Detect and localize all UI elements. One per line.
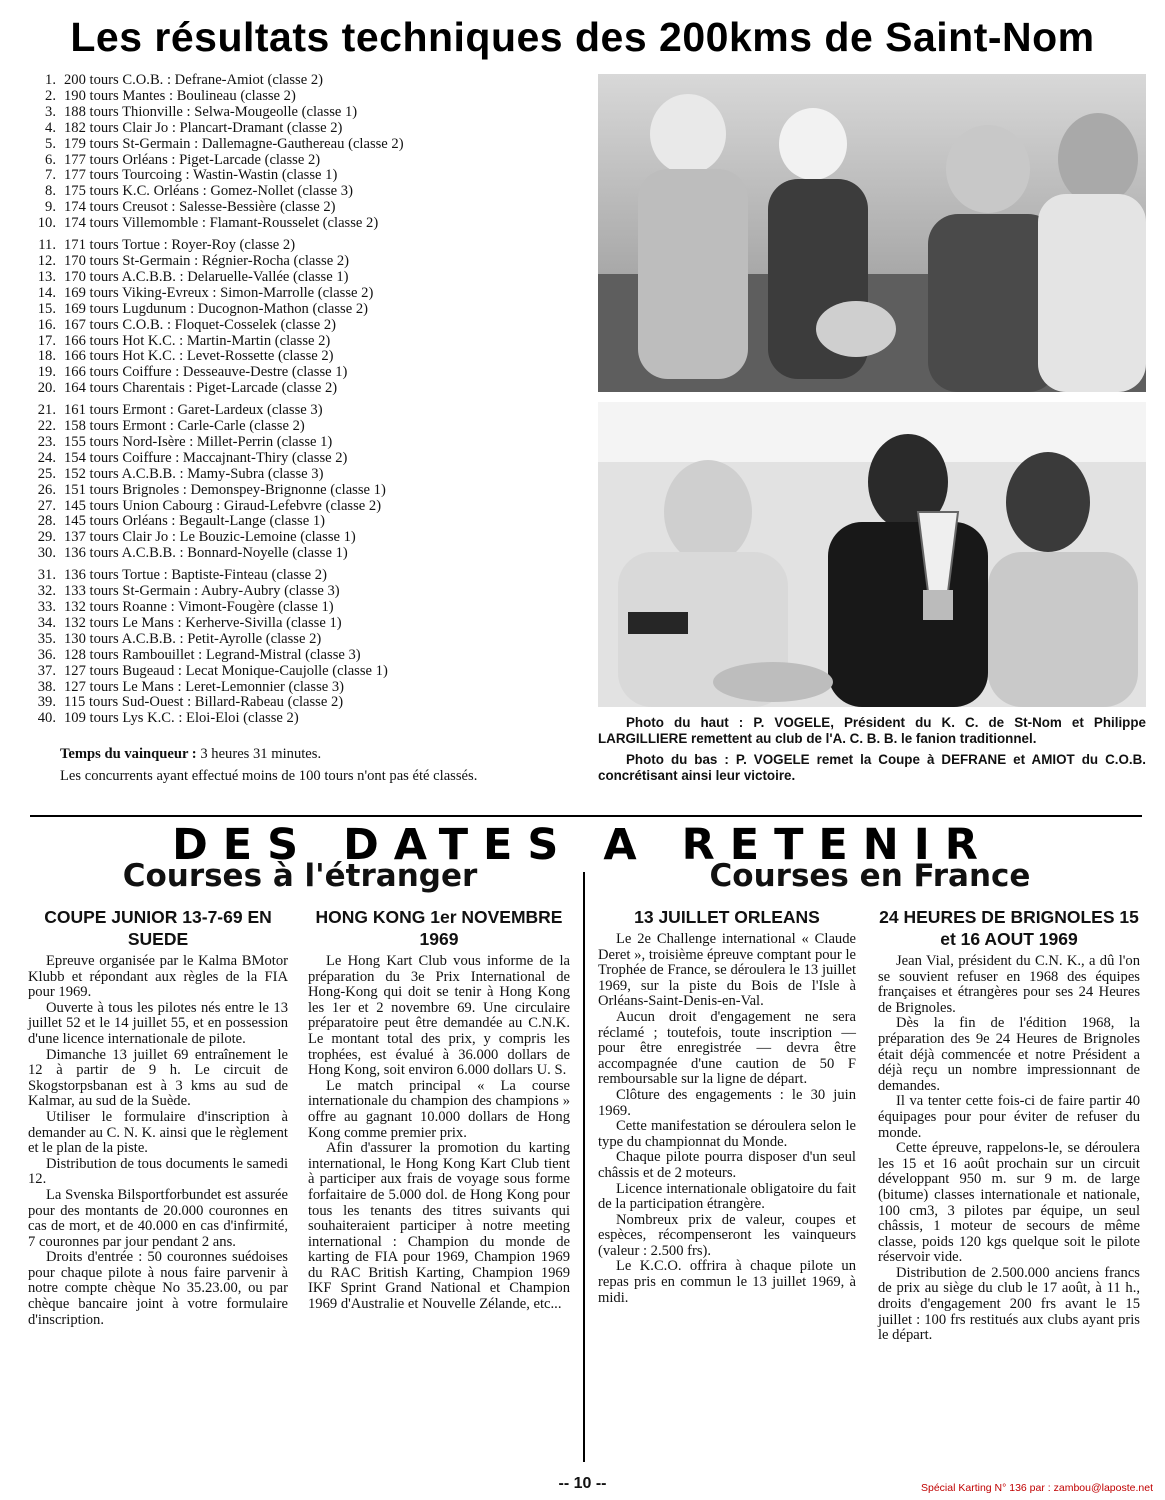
result-rank: 5. xyxy=(45,135,56,152)
result-rank: 2. xyxy=(45,87,56,104)
result-row xyxy=(30,168,590,184)
unclassified-note: Les concurrents ayant effectué moins de 100 tours n'ont pas été classés. xyxy=(60,768,478,784)
result-row xyxy=(30,514,590,530)
result-rank: 26. xyxy=(37,481,56,498)
result-text: 200 tours C.O.B. : Defrane-Amiot (classe 2) xyxy=(64,72,323,88)
result-row xyxy=(30,381,590,397)
result-text: 130 tours A.C.B.B. : Petit-Ayrolle (classe 2) xyxy=(64,630,322,647)
result-rank: 12. xyxy=(37,252,56,269)
result-text: 133 tours St-Germain : Aubry-Aubry (classe 3) xyxy=(64,583,340,600)
result-row xyxy=(30,105,590,121)
page-title: Les résultats techniques des 200kms de Saint-Nom xyxy=(70,14,1095,60)
result-text: 128 tours Rambouillet : Legrand-Mistral (classe 3) xyxy=(64,646,361,663)
result-text: 161 tours Ermont : Garet-Lardeux (classe 3) xyxy=(64,402,323,419)
result-row xyxy=(30,365,590,381)
result-row xyxy=(30,530,590,546)
result-text: 171 tours Tortue : Royer-Roy (classe 2) xyxy=(64,237,296,254)
result-rank: 9. xyxy=(45,199,56,216)
article-heading: COUPE JUNIOR 13-7-69 EN SUEDE xyxy=(44,907,272,949)
result-text: 179 tours St-Germain : Dallemagne-Gauthereau (classe 2) xyxy=(64,135,404,152)
article-heading: 13 JUILLET ORLEANS xyxy=(634,907,820,927)
article-paragraph: Chaque pilote pourra disposer d'un seul châssis et de 2 moteurs. xyxy=(598,1149,856,1181)
result-text: 158 tours Ermont : Carle-Carle (classe 2) xyxy=(64,418,305,435)
article-paragraph: Le 2e Challenge international « Claude Deret », troisième épreuve comptant pour le Trophée de France, se déroulera le 13 juillet 1969, sur la piste du Bois de l'Isle à Orléans-Saint-Denis-en-Val. xyxy=(598,931,856,1010)
result-text: 182 tours Clair Jo : Plancart-Dramant (classe 2) xyxy=(64,119,343,136)
result-row xyxy=(30,467,590,483)
caption-top-text: P. VOGELE, Président du K. C. de St-Nom et Philippe LARGILLIERE remettent au club de l'A. C. B. B. le fanion traditionnel. xyxy=(598,715,1146,746)
subhead-abroad: Courses à l'étranger xyxy=(122,858,478,894)
result-row xyxy=(30,200,590,216)
result-rank: 28. xyxy=(37,513,56,530)
result-rank: 30. xyxy=(37,545,56,562)
article-paragraph: Licence internationale obligatoire du fait de la participation étrangère. xyxy=(598,1180,856,1213)
result-rank: 13. xyxy=(37,268,56,285)
result-text: 190 tours Mantes : Boulineau (classe 2) xyxy=(64,87,296,104)
result-rank: 1. xyxy=(45,72,56,88)
result-row xyxy=(30,616,590,632)
result-text: 175 tours K.C. Orléans : Gomez-Nollet (classe 3) xyxy=(64,183,353,200)
article-paragraph: Afin d'assurer la promotion du karting international, le Hong Kong Kart Club tient à participer aux frais de voyage sous forme forfaitaire de 5.000 dol. de Hong Kong pour tous les tenants des titres suivants qui souhaiteraient participer à notre meeting international : Champion du monde de karting de FIA pour 1969, Champion 1969 du RAC British Karting, Champion 1969 IKF Sprint Grand National et Champion 1969 d'Australie et Nouvelle Zélande, etc... xyxy=(308,1140,570,1313)
result-row xyxy=(30,318,590,334)
column-divider xyxy=(583,872,585,1462)
article-brignoles xyxy=(878,906,1140,1344)
results-list xyxy=(30,73,590,727)
article-paragraph: Distribution de tous documents le samedi 12. xyxy=(28,1155,288,1188)
article-paragraph: Jean Vial, président du C.N. K., a dû l'on se souvient refuser en 1968 des équipes françaises et étrangères pour ses 24 Heures de Brignoles. xyxy=(878,953,1140,1016)
winner-time-label: Temps du vainqueur : xyxy=(60,746,197,762)
result-text: 154 tours Coiffure : Maccajnant-Thiry (classe 2) xyxy=(64,449,348,466)
result-row xyxy=(30,238,590,254)
article-hong-kong xyxy=(308,906,570,1313)
result-row xyxy=(30,711,590,727)
result-rank: 7. xyxy=(45,167,56,184)
result-text: 169 tours Viking-Evreux : Simon-Marrolle (classe 2) xyxy=(64,284,374,301)
article-paragraph: Aucun droit d'engagement ne sera réclamé ; toutefois, toute inscription — pour être enregistrée — devra être accompagnée d'une caution de 50 F remboursable sur la ligne de départ. xyxy=(598,1008,856,1088)
result-row xyxy=(30,302,590,318)
result-rank: 38. xyxy=(37,678,56,695)
result-row xyxy=(30,600,590,616)
photo-captions xyxy=(598,715,1146,789)
result-text: 109 tours Lys K.C. : Eloi-Eloi (classe 2) xyxy=(64,710,299,727)
article-paragraph: Le Hong Kart Club vous informe de la préparation du 3e Prix International de Hong-Kong qui doit se tenir à Hong Kong les 1er et 2 novembre 69. Une circulaire préparatoire peut être demandée au C.N.K. Le montant total des prix, y compris les trophées, est évalué à 36.000 dollars de Hong Kong, soit environ 6.000 dollars U. S. xyxy=(308,953,570,1079)
section-divider xyxy=(30,815,1142,817)
result-row xyxy=(30,648,590,664)
result-text: 155 tours Nord-Isère : Millet-Perrin (classe 1) xyxy=(64,433,333,450)
result-text: 145 tours Union Cabourg : Giraud-Lefebvre (classe 2) xyxy=(64,497,382,514)
result-text: 127 tours Bugeaud : Lecat Monique-Caujolle (classe 1) xyxy=(64,662,388,679)
subhead-france: Courses en France xyxy=(709,858,1031,894)
article-heading: HONG KONG 1er NOVEMBRE 1969 xyxy=(315,907,563,949)
result-rank: 17. xyxy=(37,332,56,349)
photo-top-image xyxy=(598,74,1146,392)
result-rank: 40. xyxy=(37,710,56,727)
result-rank: 37. xyxy=(37,662,56,679)
result-rank: 14. xyxy=(37,284,56,301)
result-row xyxy=(30,349,590,365)
result-text: 174 tours Creusot : Salesse-Bessière (classe 2) xyxy=(64,199,336,216)
result-row xyxy=(30,73,590,89)
result-text: 188 tours Thionville : Selwa-Mougeolle (classe 1) xyxy=(64,103,358,120)
result-row xyxy=(30,499,590,515)
result-row xyxy=(30,568,590,584)
article-paragraph: Clôture des engagements : le 30 juin 1969. xyxy=(598,1086,856,1119)
article-orleans xyxy=(598,906,856,1306)
result-row xyxy=(30,546,590,562)
result-text: 136 tours Tortue : Baptiste-Finteau (classe 2) xyxy=(64,567,327,584)
result-row xyxy=(30,664,590,680)
result-rank: 32. xyxy=(37,583,56,600)
result-rank: 35. xyxy=(37,630,56,647)
result-rank: 29. xyxy=(37,529,56,546)
article-heading: 24 HEURES DE BRIGNOLES 15 et 16 AOUT 1969 xyxy=(879,907,1139,949)
article-paragraph: Dès la fin de l'édition 1968, la préparation des 9e 24 Heures de Brignoles était déjà commencée et notre Président a déjà reçu un nombre impressionnant de demandes. xyxy=(878,1015,1140,1094)
result-text: 166 tours Coiffure : Desseauve-Destre (classe 1) xyxy=(64,364,348,381)
photo-bottom xyxy=(598,402,1146,707)
caption-bottom-prefix: Photo du bas : xyxy=(626,752,729,767)
result-row xyxy=(30,695,590,711)
result-rank: 22. xyxy=(37,418,56,435)
article-coupe-junior xyxy=(28,906,288,1328)
result-rank: 6. xyxy=(45,151,56,168)
photo-bottom-image xyxy=(598,402,1146,707)
article-paragraph: Cette épreuve, rappelons-le, se déroulera les 15 et 16 août prochain sur un circuit développant 950 m. sur 9 m. de large (bitume) classes internationale et nationale, 100 cm3, 3 pilotes par équipe, un seul châssis, 1 moteur de secours de même classe, poids 120 kgs quelque soit le pilote réservoir vide. xyxy=(878,1140,1140,1266)
result-text: 177 tours Tourcoing : Wastin-Wastin (classe 1) xyxy=(64,167,338,184)
result-rank: 10. xyxy=(37,215,56,232)
result-row xyxy=(30,137,590,153)
result-rank: 4. xyxy=(45,119,56,136)
result-rank: 31. xyxy=(37,567,56,584)
article-paragraph: Ouverte à tous les pilotes nés entre le 13 juillet 52 et le 14 juillet 55, et en possession d'une licence internationale de pilote. xyxy=(28,999,288,1047)
result-rank: 21. xyxy=(37,402,56,419)
caption-bottom-text: P. VOGELE remet la Coupe à DEFRANE et AMIOT du C.O.B. concrétisant ainsi leur victoire. xyxy=(598,752,1146,783)
result-text: 137 tours Clair Jo : Le Bouzic-Lemoine (classe 1) xyxy=(64,529,356,546)
result-text: 170 tours A.C.B.B. : Delaruelle-Vallée (classe 1) xyxy=(64,268,349,285)
result-row xyxy=(30,286,590,302)
result-rank: 20. xyxy=(37,380,56,397)
result-rank: 39. xyxy=(37,694,56,711)
result-text: 166 tours Hot K.C. : Levet-Rossette (classe 2) xyxy=(64,348,334,365)
result-rank: 15. xyxy=(37,300,56,317)
photo-top xyxy=(598,74,1146,392)
article-paragraph: La Svenska Bilsportforbundet est assurée pour des montants de 20.000 couronnes en cas de mort, et de 40.000 en cas d'infirmité, 7 couronnes par jour pendant 2 ans. xyxy=(28,1186,288,1250)
dates-banner: DES DATES A RETENIR xyxy=(172,820,993,870)
result-rank: 8. xyxy=(45,183,56,200)
result-row xyxy=(30,270,590,286)
article-paragraph: Droits d'entrée : 50 couronnes suédoises pour chaque pilote à nous faire parvenir à notre compte chèque No 35.23.00, ou par chèque bancaire joint à votre formulaire d'inscription. xyxy=(28,1249,288,1328)
result-row xyxy=(30,435,590,451)
result-row xyxy=(30,584,590,600)
result-rank: 3. xyxy=(45,103,56,120)
result-row xyxy=(30,184,590,200)
result-text: 152 tours A.C.B.B. : Mamy-Subra (classe 3) xyxy=(64,465,324,482)
result-rank: 16. xyxy=(37,316,56,333)
result-text: 132 tours Le Mans : Kerherve-Sivilla (classe 1) xyxy=(64,614,342,631)
page-number: -- 10 -- xyxy=(558,1475,607,1492)
result-rank: 36. xyxy=(37,646,56,663)
result-text: 170 tours St-Germain : Régnier-Rocha (classe 2) xyxy=(64,252,350,269)
caption-bottom xyxy=(598,752,1146,783)
result-rank: 18. xyxy=(37,348,56,365)
result-row xyxy=(30,632,590,648)
result-row xyxy=(30,334,590,350)
result-row xyxy=(30,680,590,696)
winner-time-value: 3 heures 31 minutes. xyxy=(200,746,322,762)
result-rank: 24. xyxy=(37,449,56,466)
article-paragraph: Dimanche 13 juillet 69 entraînement le 12 à partir de 9 h. Le circuit de Skogstorpsbanan est à 3 kms au sud de Kalmar, au sud de la Suède. xyxy=(28,1046,288,1110)
result-rank: 11. xyxy=(38,237,56,254)
result-text: 127 tours Le Mans : Leret-Lemonnier (classe 3) xyxy=(64,678,345,695)
article-paragraph: Le K.C.O. offrira à chaque pilote un repas pris en commun le 13 juillet 1969, à midi. xyxy=(598,1258,856,1306)
result-text: 132 tours Roanne : Vimont-Fougère (classe 1) xyxy=(64,599,334,615)
result-rank: 25. xyxy=(37,465,56,482)
result-row xyxy=(30,216,590,232)
result-row xyxy=(30,403,590,419)
result-rank: 33. xyxy=(37,599,56,615)
result-text: 166 tours Hot K.C. : Martin-Martin (classe 2) xyxy=(64,332,331,349)
article-paragraph: Epreuve organisée par le Kalma BMotor Klubb et répondant aux règles de la FIA pour 1969. xyxy=(28,953,288,1001)
result-row xyxy=(30,89,590,105)
article-paragraph: Il va tenter cette fois-ci de faire partir 40 équipages pour pour éviter de refuser du monde. xyxy=(878,1093,1140,1141)
result-text: 115 tours Sud-Ouest : Billard-Rabeau (classe 2) xyxy=(64,694,344,711)
result-row xyxy=(30,153,590,169)
article-paragraph: Utiliser le formulaire d'inscription à demander au C. N. K. ainsi que le règlement et le plan de la piste. xyxy=(28,1108,288,1157)
article-paragraph: Distribution de 2.500.000 anciens francs de prix au siège du club le 17 août, à 11 h., droits d'engagement 200 frs avant le 15 juillet : 100 frs restitués aux clubs ayant pris le départ. xyxy=(878,1264,1140,1344)
caption-top-prefix: Photo du haut : xyxy=(626,715,744,730)
result-rank: 34. xyxy=(37,614,56,631)
result-row xyxy=(30,121,590,137)
result-row xyxy=(30,451,590,467)
article-paragraph: Le match principal « La course internationale du champion des champions » offre au gagnant 10.000 dollars de Hong Kong comme premier prix. xyxy=(308,1077,570,1141)
caption-top xyxy=(598,715,1146,746)
result-text: 145 tours Orléans : Begault-Lange (classe 1) xyxy=(64,513,325,530)
result-rank: 27. xyxy=(37,497,56,514)
result-text: 136 tours A.C.B.B. : Bonnard-Noyelle (classe 1) xyxy=(64,545,348,562)
result-text: 177 tours Orléans : Piget-Larcade (classe 2) xyxy=(64,151,321,168)
result-text: 167 tours C.O.B. : Floquet-Cosselek (classe 2) xyxy=(64,316,336,333)
result-rank: 19. xyxy=(37,364,56,381)
credit-line: Spécial Karting N° 136 par : zambou@laposte.net xyxy=(921,1482,1153,1494)
result-text: 164 tours Charentais : Piget-Larcade (classe 2) xyxy=(64,380,338,397)
result-row xyxy=(30,254,590,270)
article-paragraph: Cette manifestation se déroulera selon le type du championnat du Monde. xyxy=(598,1118,856,1150)
result-text: 151 tours Brignoles : Demonspey-Brignonne (classe 1) xyxy=(64,481,386,498)
results-notes xyxy=(60,746,590,790)
article-paragraph: Nombreux prix de valeur, coupes et espèces, récompenseront les vainqueurs (valeur : 2.500 frs). xyxy=(598,1211,856,1259)
result-rank: 23. xyxy=(37,433,56,450)
result-text: 174 tours Villemomble : Flamant-Rousselet (classe 2) xyxy=(64,215,379,232)
result-text: 169 tours Lugdunum : Ducognon-Mathon (classe 2) xyxy=(64,300,368,317)
result-row xyxy=(30,483,590,499)
result-row xyxy=(30,419,590,435)
